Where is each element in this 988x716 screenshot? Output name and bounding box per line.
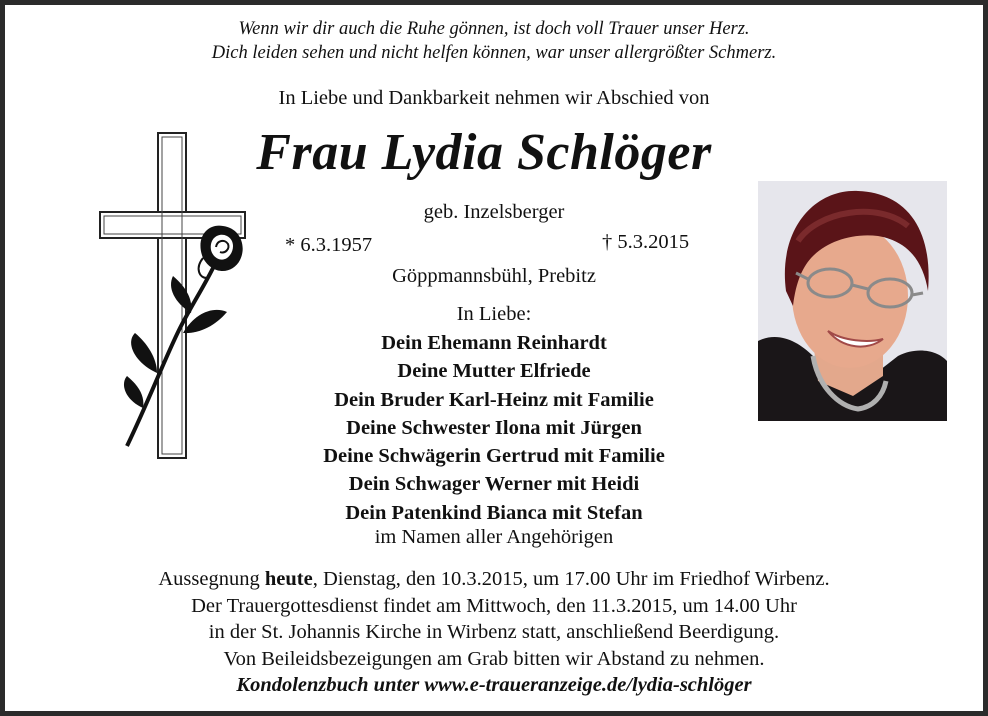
mourners-closing: im Namen aller Angehörigen (374, 526, 614, 548)
mourner-line: Dein Patenkind Bianca mit Stefan (345, 501, 643, 524)
poem-line-2: Dich leiden sehen und nicht helfen können, war unser allergrößter Schmerz. (211, 43, 777, 63)
condolence-book-link: Kondolenzbuch unter www.e-traueranzeige.de/lydia-schlöger (236, 674, 752, 697)
death-date: † 5.3.2015 (602, 231, 690, 253)
mourner-line: Dein Ehemann Reinhardt (381, 332, 607, 354)
poem (5, 17, 983, 65)
residence: Göppmannsbühl, Prebitz (392, 265, 596, 287)
mourner-line: Deine Schwägerin Gertrud mit Familie (323, 445, 665, 468)
maiden-name: geb. Inzelsberger (423, 201, 565, 223)
mourner-line: Dein Bruder Karl-Heinz mit Familie (334, 388, 654, 411)
deceased-name: Frau Lydia Schlöger (256, 124, 712, 181)
mourners-list (5, 329, 983, 527)
service-line-1-bold: heute (264, 568, 313, 590)
service-info (5, 566, 983, 699)
mourner-line: Dein Schwager Werner mit Heidi (348, 473, 640, 496)
mourner-line: Deine Mutter Elfriede (397, 360, 591, 383)
mourner-line: Deine Schwester Ilona mit Jürgen (346, 416, 642, 439)
intro-text: In Liebe und Dankbarkeit nehmen wir Abschied von (278, 87, 710, 109)
birth-date: * 6.3.1957 (285, 234, 373, 256)
service-line-1-rest: , Dienstag, den 10.3.2015, um 17.00 Uhr im Friedhof Wirbenz. (312, 568, 830, 590)
service-line-3: in der St. Johannis Kirche in Wirbenz statt, anschließend Beerdigung. (208, 621, 780, 644)
service-line-1-prefix: Aussegnung (158, 568, 265, 590)
service-line-1 (5, 566, 983, 593)
mourners-heading: In Liebe: (456, 303, 532, 325)
poem-line-1: Wenn wir dir auch die Ruhe gönnen, ist doch voll Trauer unser Herz. (238, 19, 750, 39)
service-line-4: Von Beileidsbezeigungen am Grab bitten wir Abstand zu nehmen. (223, 647, 765, 670)
service-line-2: Der Trauergottesdienst findet am Mittwoch, den 11.3.2015, um 14.00 Uhr (191, 594, 797, 617)
